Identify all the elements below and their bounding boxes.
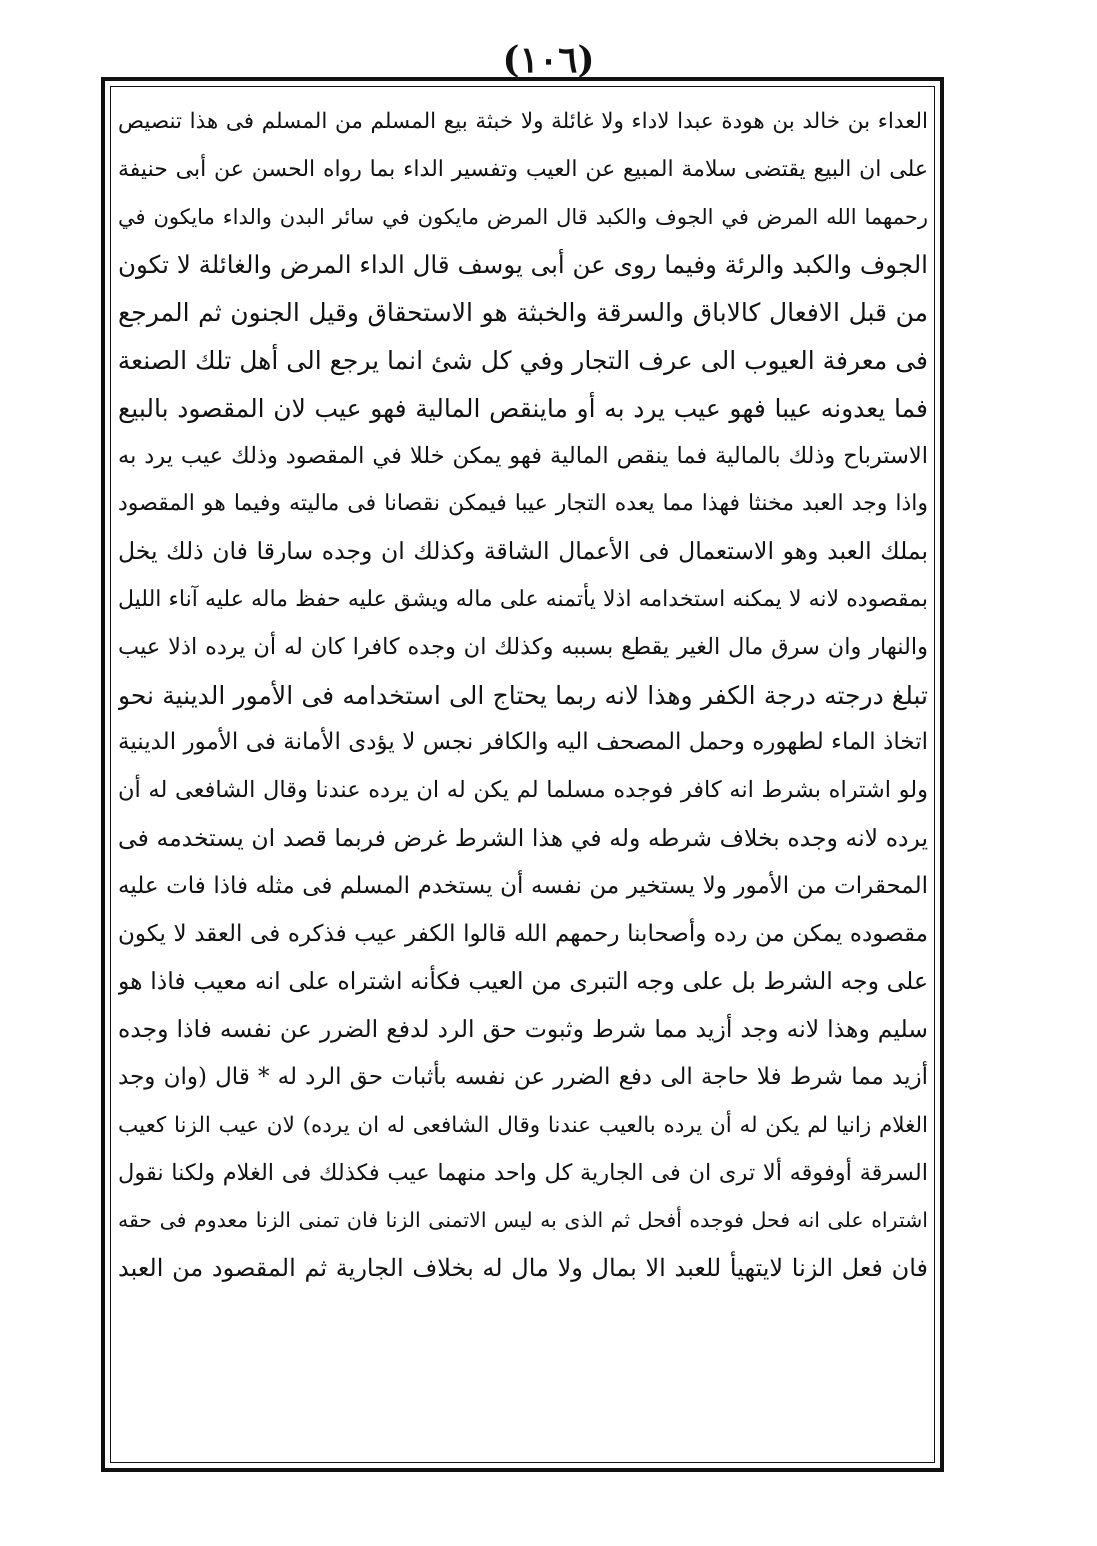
text-line: فى معرفة العيوب الى عرف التجار وفي كل شئ انما يرجع الى أهل تلك الصنعة	[118, 345, 928, 375]
text-line: اتخاذ الماء لطهوره وحمل المصحف اليه والكافر نجس لا يؤدى الأمانة فى الأمور الدينية	[118, 729, 928, 756]
text-line: الجوف والكبد والرئة وفيما روى عن أبى يوسف قال الداء المرض والغائلة لا تكون	[118, 250, 928, 280]
text-line: المحقرات من الأمور ولا يستخير من نفسه أن يستخدم المسلم فى مثله فاذا فات عليه	[118, 872, 928, 899]
text-line: واذا وجد العبد مخنثا فهذا مما يعده التجار عيبا فيمكن نقصانا فى ماليته وفيما هو المقصود	[118, 491, 928, 517]
text-line: الغلام زانيا لم يكن له أن يرده بالعيب عندنا وقال الشافعى له ان يرده) لان عيب الزنا كعيب	[118, 1112, 928, 1138]
text-line: السرقة أوفوقه ألا ترى ان فى الجارية كل واحد منهما عيب فكذلك فى الغلام ولكنا نقول	[118, 1159, 928, 1186]
body-text	[118, 98, 928, 1458]
text-line: يرده لانه وجده بخلاف شرطه وله في هذا الشرط غرض فربما قصد ان يستخدمه فى	[118, 823, 928, 852]
page-number: (١٠٦)	[502, 39, 595, 81]
text-line: اشتراه على انه فحل فوجده أفحل ثم الذى به ليس الاتمنى الزنا فان تمنى الزنا معدوم فى حقه	[118, 1208, 928, 1233]
text-line: فما يعدونه عيبا فهو عيب يرد به أو ماينقص المالية فهو عيب لان المقصود بالبيع	[118, 393, 928, 423]
text-line: بمقصوده لانه لا يمكنه استخدامه اذلا يأتمنه على ماله ويشق عليه حفظ ماله عليه آناء الليل	[118, 586, 928, 612]
text-line: الاسترباح وذلك بالمالية فما ينقص المالية فهو يمكن خللا في المقصود وذلك عيب يرد به	[118, 442, 928, 469]
text-line: العداء بن خالد بن هودة عبدا لاداء ولا غائلة ولا خبثة بيع المسلم من المسلم فى هذا تنصيص	[118, 109, 928, 134]
text-line: بملك العبد وهو الاستعمال فى الأعمال الشاقة وكذلك ان وجده سارقا فان ذلك يخل	[118, 537, 928, 566]
text-line: تبلغ درجته درجة الكفر وهذا لانه ربما يحتاج الى استخدامه فى الأمور الدينية نحو	[118, 680, 928, 710]
text-line: ولو اشتراه بشرط انه كافر فوجده مسلما لم يكن له ان يرده عندنا وقال الشافعى له أن	[118, 777, 928, 804]
text-line: والنهار وان سرق مال الغير يقطع بسببه وكذلك ان وجده كافرا كان له أن يرده اذلا عيب	[118, 633, 928, 660]
text-line: سليم وهذا لانه وجد أزيد مما شرط وثبوت حق الرد لدفع الضرر عن نفسه فاذا وجده	[118, 1015, 928, 1044]
text-line: من قبل الافعال كالاباق والسرقة والخبثة هو الاستحقاق وقيل الجنون ثم المرجع	[118, 298, 928, 328]
text-line: فان فعل الزنا لايتهيأ للعبد الا بمال ولا مال له بخلاف الجارية ثم المقصود من العبد	[118, 1254, 928, 1283]
text-line: على وجه الشرط بل على وجه التبرى من العيب فكأنه اشتراه على انه معيب فاذا هو	[118, 967, 928, 996]
text-line: أزيد مما شرط فلا حاجة الى دفع الضرر عن نفسه بأثبات حق الرد له * قال (وان وجد	[118, 1063, 928, 1090]
text-line: مقصوده يمكن من رده وأصحابنا رحمهم الله قالوا الكفر عيب فذكره فى العقد لا يكون	[118, 920, 928, 947]
text-line: على ان البيع يقتضى سلامة المبيع عن العيب وتفسير الداء بما رواه الحسن عن أبى حنيفة	[118, 156, 928, 182]
text-line: رحمهما الله المرض في الجوف والكبد قال المرض مايكون في سائر البدن والداء مايكون في	[118, 204, 928, 229]
